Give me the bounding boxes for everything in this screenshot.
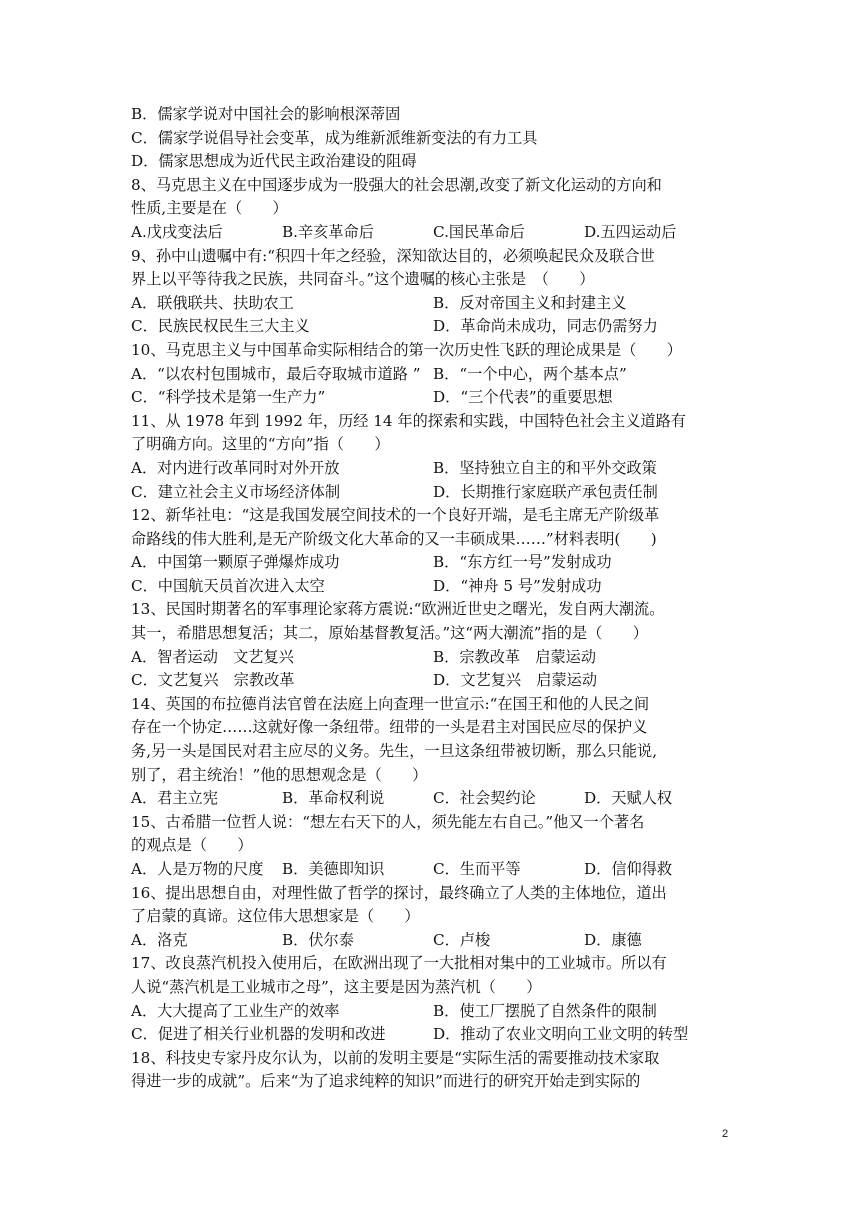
text-line: C．儒家学说倡导社会变革，成为维新派维新变法的有力工具 [131,128,538,147]
text-line: 界上以平等待我之民族，共同奋斗。”这个遗嘱的核心主张是 （ ） [131,270,595,289]
text-line: 13、民国时期著名的军事理论家蒋方震说:“欧洲近世史之曙光，发自两大潮流。 [131,600,665,619]
answer-option: D．康德 [584,930,642,949]
text-line: 命路线的伟大胜利,是无产阶级文化大革命的又一丰硕成果……”材料表明( ) [131,529,657,548]
text-line: D．儒家思想成为近代民主政治建设的阻碍 [131,152,417,171]
answer-options-row [131,481,735,505]
text-line: 8、马克思主义在中国逐步成为一股强大的社会思潮,改变了新文化运动的方向和 [131,175,662,194]
answer-options-row [131,315,735,339]
answer-option: C.国民革命后 [433,222,525,241]
answer-option: B．美德即知识 [282,860,385,878]
answer-option: C．文艺复兴 宗教改革 [131,671,295,690]
answer-option: A．大大提高了工业生产的效率 [131,1001,340,1020]
question-text-body [131,103,735,1094]
text-line: 了启蒙的真谛。这位伟大思想家是（ ） [131,907,420,926]
answer-options-row [131,363,735,387]
answer-option: A．联俄联共、扶助农工 [131,293,294,312]
answer-option: D．文艺复兴 启蒙运动 [433,671,598,690]
answer-option: B．“东方红一号”发射成功 [433,553,612,572]
answer-options-row [131,669,735,693]
answer-options-row [131,292,735,316]
answer-option: C．建立社会主义市场经济体制 [131,482,341,501]
answer-options-row [131,386,735,410]
answer-option: C．“科学技术是第一生产力” [131,388,326,407]
text-line: 了明确方向。这里的“方向”指（ ） [131,435,390,454]
text-line: 的观点是（ ） [131,836,253,855]
answer-option: A．中国第一颗原子弹爆炸成功 [131,553,340,572]
answer-option: D．天赋人权 [584,789,673,808]
answer-option: D．“三个代表”的重要思想 [433,388,613,407]
answer-options-row [131,646,735,670]
answer-option: C．社会契约论 [433,789,536,808]
text-line: 9、孙中山遗嘱中有:“积四十年之经验，深知欲达目的，必须唤起民众及联合世 [131,246,655,265]
text-line: 16、提出思想自由，对理性做了哲学的探讨，最终确立了人类的主体地位，道出 [131,883,667,902]
text-line: 存在一个协定……这就好像一条纽带。纽带的一头是君主对国民应尽的保护义 [131,718,648,737]
answer-option: D．“神舟 5 号”发射成功 [433,576,602,595]
text-line: 14、英国的布拉德肖法官曾在法庭上向查理一世宣示:“在国王和他的人民之间 [131,694,650,713]
answer-option: A．智者运动 文艺复兴 [131,647,294,666]
answer-option: B．使工厂摆脱了自然条件的限制 [433,1001,657,1020]
answer-options-row [131,1023,735,1047]
text-line: 其一，希腊思想复活；其二，原始基督教复活。”这“两大潮流”指的是（ ） [131,624,648,643]
answer-options-row [131,221,735,245]
answer-option: D．革命尚未成功，同志仍需努力 [433,317,658,336]
text-line: 17、改良蒸汽机投入使用后，在欧洲出现了一大批相对集中的工业城市。所以有 [131,954,667,973]
text-line: 务,另一头是国民对君主应尽的义务。先生，一旦这条纽带被切断，那么只能说, [131,742,658,761]
text-line: 15、古希腊一位哲人说：“想左右天下的人，须先能左右自己。”他又一个著名 [131,812,645,831]
answer-option: B．伏尔泰 [282,930,354,949]
text-line: 别了，君主统治！”他的思想观念是（ ） [131,765,428,784]
answer-option: B．宗教改革 启蒙运动 [433,647,597,666]
answer-option: B．“一个中心，两个基本点” [433,364,627,383]
page-number: 2 [722,1128,729,1140]
answer-options-row [131,929,735,953]
answer-options-row [131,858,735,882]
text-line: 18、科技史专家丹皮尔认为，以前的发明主要是“实际生活的需要推动技术家取 [131,1048,660,1067]
answer-option: C．促进了相关行业机器的发明和改进 [131,1025,386,1044]
answer-option: C．中国航天员首次进入太空 [131,576,325,595]
answer-option: D．长期推行家庭联产承包责任制 [433,482,658,501]
answer-option: A．对内进行改革同时对外开放 [131,458,340,477]
answer-option: B．坚持独立自主的和平外交政策 [433,458,657,477]
answer-option: C．民族民权民生三大主义 [131,317,310,336]
answer-options-row [131,575,735,599]
text-line: 11、从 1978 年到 1992 年，历经 14 年的探索和实践，中国特色社会主义道路有 [131,411,686,430]
text-line: 10、马克思主义与中国革命实际相结合的第一次历史性飞跃的理论成果是（ ） [131,340,682,359]
answer-option: C．生而平等 [433,860,521,878]
text-line: 12、新华社电：“这是我国发展空间技术的一个良好开端，是毛主席无产阶级革 [131,506,660,525]
answer-options-row [131,551,735,575]
answer-options-row [131,787,735,811]
answer-option: A．人是万物的尺度 [131,860,264,878]
answer-option: D．推动了农业文明向工业文明的转型 [433,1025,689,1044]
answer-options-row [131,457,735,481]
answer-option: A.戊戌变法后 [131,222,223,241]
answer-option: A．君主立宪 [131,789,218,808]
answer-option: A．“以农村包围城市，最后夺取城市道路 ” [131,364,421,383]
answer-option: A．洛克 [131,930,188,949]
text-line: 性质,主要是在（ ） [131,199,288,218]
text-line: 得进一步的成就”。后来“为了追求纯粹的知识”而进行的研究开始走到实际的 [131,1072,641,1091]
answer-option: D．信仰得救 [584,860,673,878]
text-line: B．儒家学说对中国社会的影响根深蒂固 [131,105,401,123]
answer-option: C．卢梭 [433,930,491,949]
answer-option: B.辛亥革命后 [282,222,374,241]
answer-option: B．反对帝国主义和封建主义 [433,293,627,312]
text-line: 人说“蒸汽机是工业城市之母”，这主要是因为蒸汽机（ ） [131,977,542,996]
answer-option: B．革命权利说 [282,789,385,808]
answer-options-row [131,1000,735,1024]
answer-option: D.五四运动后 [584,222,677,241]
